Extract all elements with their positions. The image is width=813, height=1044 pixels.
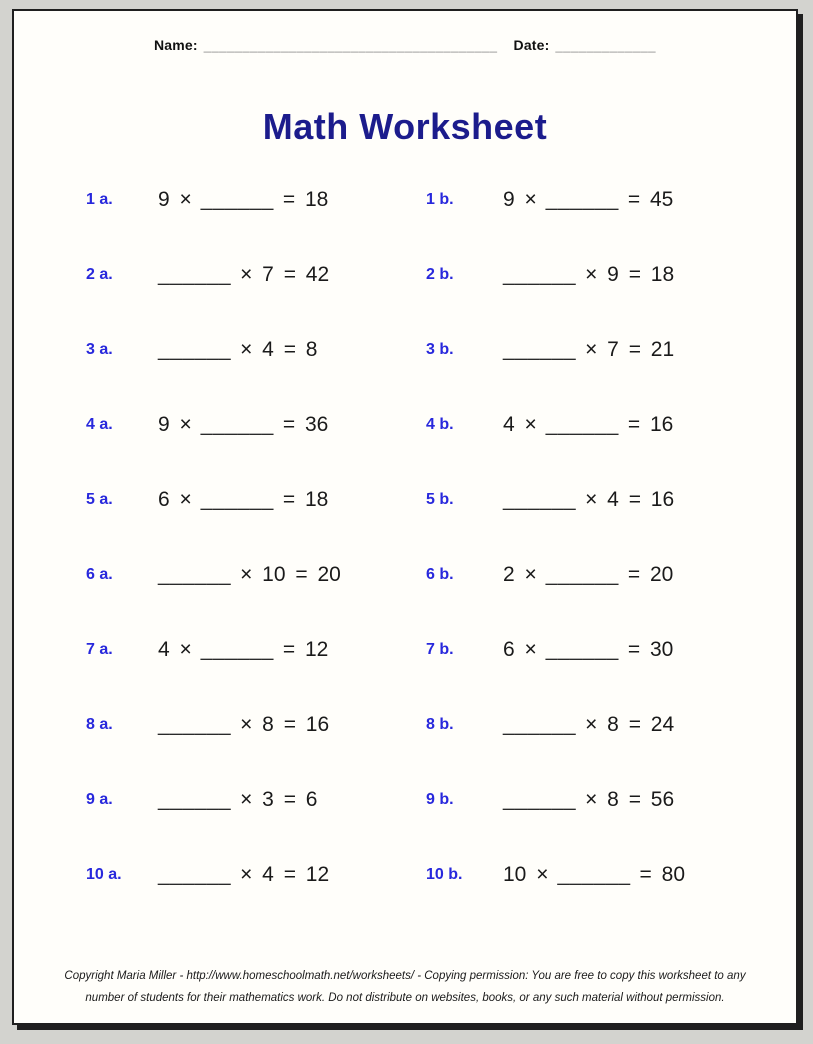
problem-expression-1b (503, 187, 796, 213)
problem-expression-6a (158, 562, 426, 588)
expression-pre: 4 × (503, 413, 537, 436)
expression-post: = 18 (282, 488, 329, 511)
answer-blank: ______ (200, 413, 274, 436)
problem-label-8b: 8 b. (426, 716, 454, 733)
expression-post: × 8 = 24 (585, 713, 675, 736)
problem-expression-3a (158, 337, 426, 363)
answer-blank: ______ (503, 488, 577, 511)
answer-blank: ______ (503, 338, 577, 361)
expression-pre: 2 × (503, 563, 537, 586)
copyright-footer (14, 965, 796, 1009)
answer-blank: ______ (158, 563, 232, 586)
answer-blank: ______ (158, 263, 232, 286)
problem-label-4b: 4 b. (426, 416, 454, 433)
problem-row-4 (14, 412, 796, 487)
expression-post: × 8 = 16 (240, 713, 330, 736)
problem-label-1a: 1 a. (86, 191, 113, 208)
problem-row-2 (14, 262, 796, 337)
answer-blank: ______ (158, 788, 232, 811)
problem-label-7a: 7 a. (86, 641, 113, 658)
expression-pre: 6 × (158, 488, 192, 511)
answer-blank: ______ (545, 188, 619, 211)
problem-expression-8a (158, 712, 426, 738)
answer-blank: ______ (503, 788, 577, 811)
answer-blank: ______ (557, 863, 631, 886)
answer-blank: ______ (158, 713, 232, 736)
answer-blank: ______ (200, 188, 274, 211)
answer-blank: ______ (200, 488, 274, 511)
problem-expression-5b (503, 487, 796, 513)
expression-post: = 36 (282, 413, 329, 436)
expression-pre: 9 × (503, 188, 537, 211)
problem-expression-2b (503, 262, 796, 288)
problem-expression-4a (158, 412, 426, 438)
problem-row-9 (14, 787, 796, 862)
problem-label-5b: 5 b. (426, 491, 454, 508)
problem-row-6 (14, 562, 796, 637)
problem-label-6b: 6 b. (426, 566, 454, 583)
problem-row-10 (14, 862, 796, 937)
answer-blank: ______ (545, 563, 619, 586)
answer-blank: ______ (503, 263, 577, 286)
date-field-group (514, 37, 657, 53)
problem-expression-10a (158, 862, 426, 888)
answer-blank: ______ (158, 863, 232, 886)
problem-expression-5a (158, 487, 426, 513)
problem-label-9b: 9 b. (426, 791, 454, 808)
answer-blank: ______ (503, 713, 577, 736)
problem-row-1 (14, 187, 796, 262)
expression-post: = 16 (627, 413, 674, 436)
expression-post: = 20 (627, 563, 674, 586)
copyright-line-2: number of students for their mathematics work. Do not distribute on websites, books, or any such material without permission. (85, 992, 725, 1004)
date-blank-line: _____________ (555, 38, 657, 53)
problem-label-3a: 3 a. (86, 341, 113, 358)
problem-expression-7a (158, 637, 426, 663)
date-label: Date: (513, 37, 550, 53)
answer-blank: ______ (545, 638, 619, 661)
problem-label-2b: 2 b. (426, 266, 454, 283)
problem-expression-9a (158, 787, 426, 813)
expression-post: × 7 = 21 (585, 338, 675, 361)
problem-expression-4b (503, 412, 796, 438)
expression-post: × 9 = 18 (585, 263, 675, 286)
problem-label-4a: 4 a. (86, 416, 113, 433)
expression-post: × 4 = 8 (240, 338, 318, 361)
problem-label-10b: 10 b. (426, 866, 463, 883)
problem-list (14, 187, 796, 937)
expression-post: × 10 = 20 (240, 563, 341, 586)
worksheet-page (12, 9, 798, 1025)
problem-expression-9b (503, 787, 796, 813)
problem-row-8 (14, 712, 796, 787)
problem-expression-7b (503, 637, 796, 663)
problem-row-5 (14, 487, 796, 562)
expression-post: = 80 (639, 863, 686, 886)
expression-post: = 12 (282, 638, 329, 661)
expression-post: × 3 = 6 (240, 788, 318, 811)
problem-expression-6b (503, 562, 796, 588)
problem-expression-10b (503, 862, 796, 888)
expression-pre: 10 × (503, 863, 549, 886)
problem-label-1b: 1 b. (426, 191, 454, 208)
problem-expression-2a (158, 262, 426, 288)
problem-expression-3b (503, 337, 796, 363)
name-blank-line: ______________________________________ (203, 38, 498, 53)
problem-label-10a: 10 a. (86, 866, 122, 883)
problem-expression-8b (503, 712, 796, 738)
expression-pre: 9 × (158, 413, 192, 436)
expression-post: × 4 = 16 (585, 488, 675, 511)
expression-pre: 9 × (158, 188, 192, 211)
expression-post: = 30 (627, 638, 674, 661)
name-field-group (154, 37, 498, 53)
problem-label-5a: 5 a. (86, 491, 113, 508)
answer-blank: ______ (200, 638, 274, 661)
problem-label-9a: 9 a. (86, 791, 113, 808)
problem-label-3b: 3 b. (426, 341, 454, 358)
expression-post: = 45 (627, 188, 674, 211)
problem-row-7 (14, 637, 796, 712)
problem-label-6a: 6 a. (86, 566, 113, 583)
expression-pre: 4 × (158, 638, 192, 661)
problem-label-2a: 2 a. (86, 266, 113, 283)
problem-row-3 (14, 337, 796, 412)
expression-pre: 6 × (503, 638, 537, 661)
problem-expression-1a (158, 187, 426, 213)
expression-post: × 7 = 42 (240, 263, 330, 286)
expression-post: × 4 = 12 (240, 863, 330, 886)
problem-label-7b: 7 b. (426, 641, 454, 658)
name-date-header (14, 37, 796, 57)
answer-blank: ______ (158, 338, 232, 361)
answer-blank: ______ (545, 413, 619, 436)
copyright-line-1: Copyright Maria Miller - http://www.homeschoolmath.net/worksheets/ - Copying permission: You are free to copy this worksheet to any (64, 970, 746, 982)
expression-post: = 18 (282, 188, 329, 211)
name-label: Name: (153, 37, 198, 53)
problem-label-8a: 8 a. (86, 716, 113, 733)
expression-post: × 8 = 56 (585, 788, 675, 811)
page-title: Math Worksheet (262, 106, 548, 147)
